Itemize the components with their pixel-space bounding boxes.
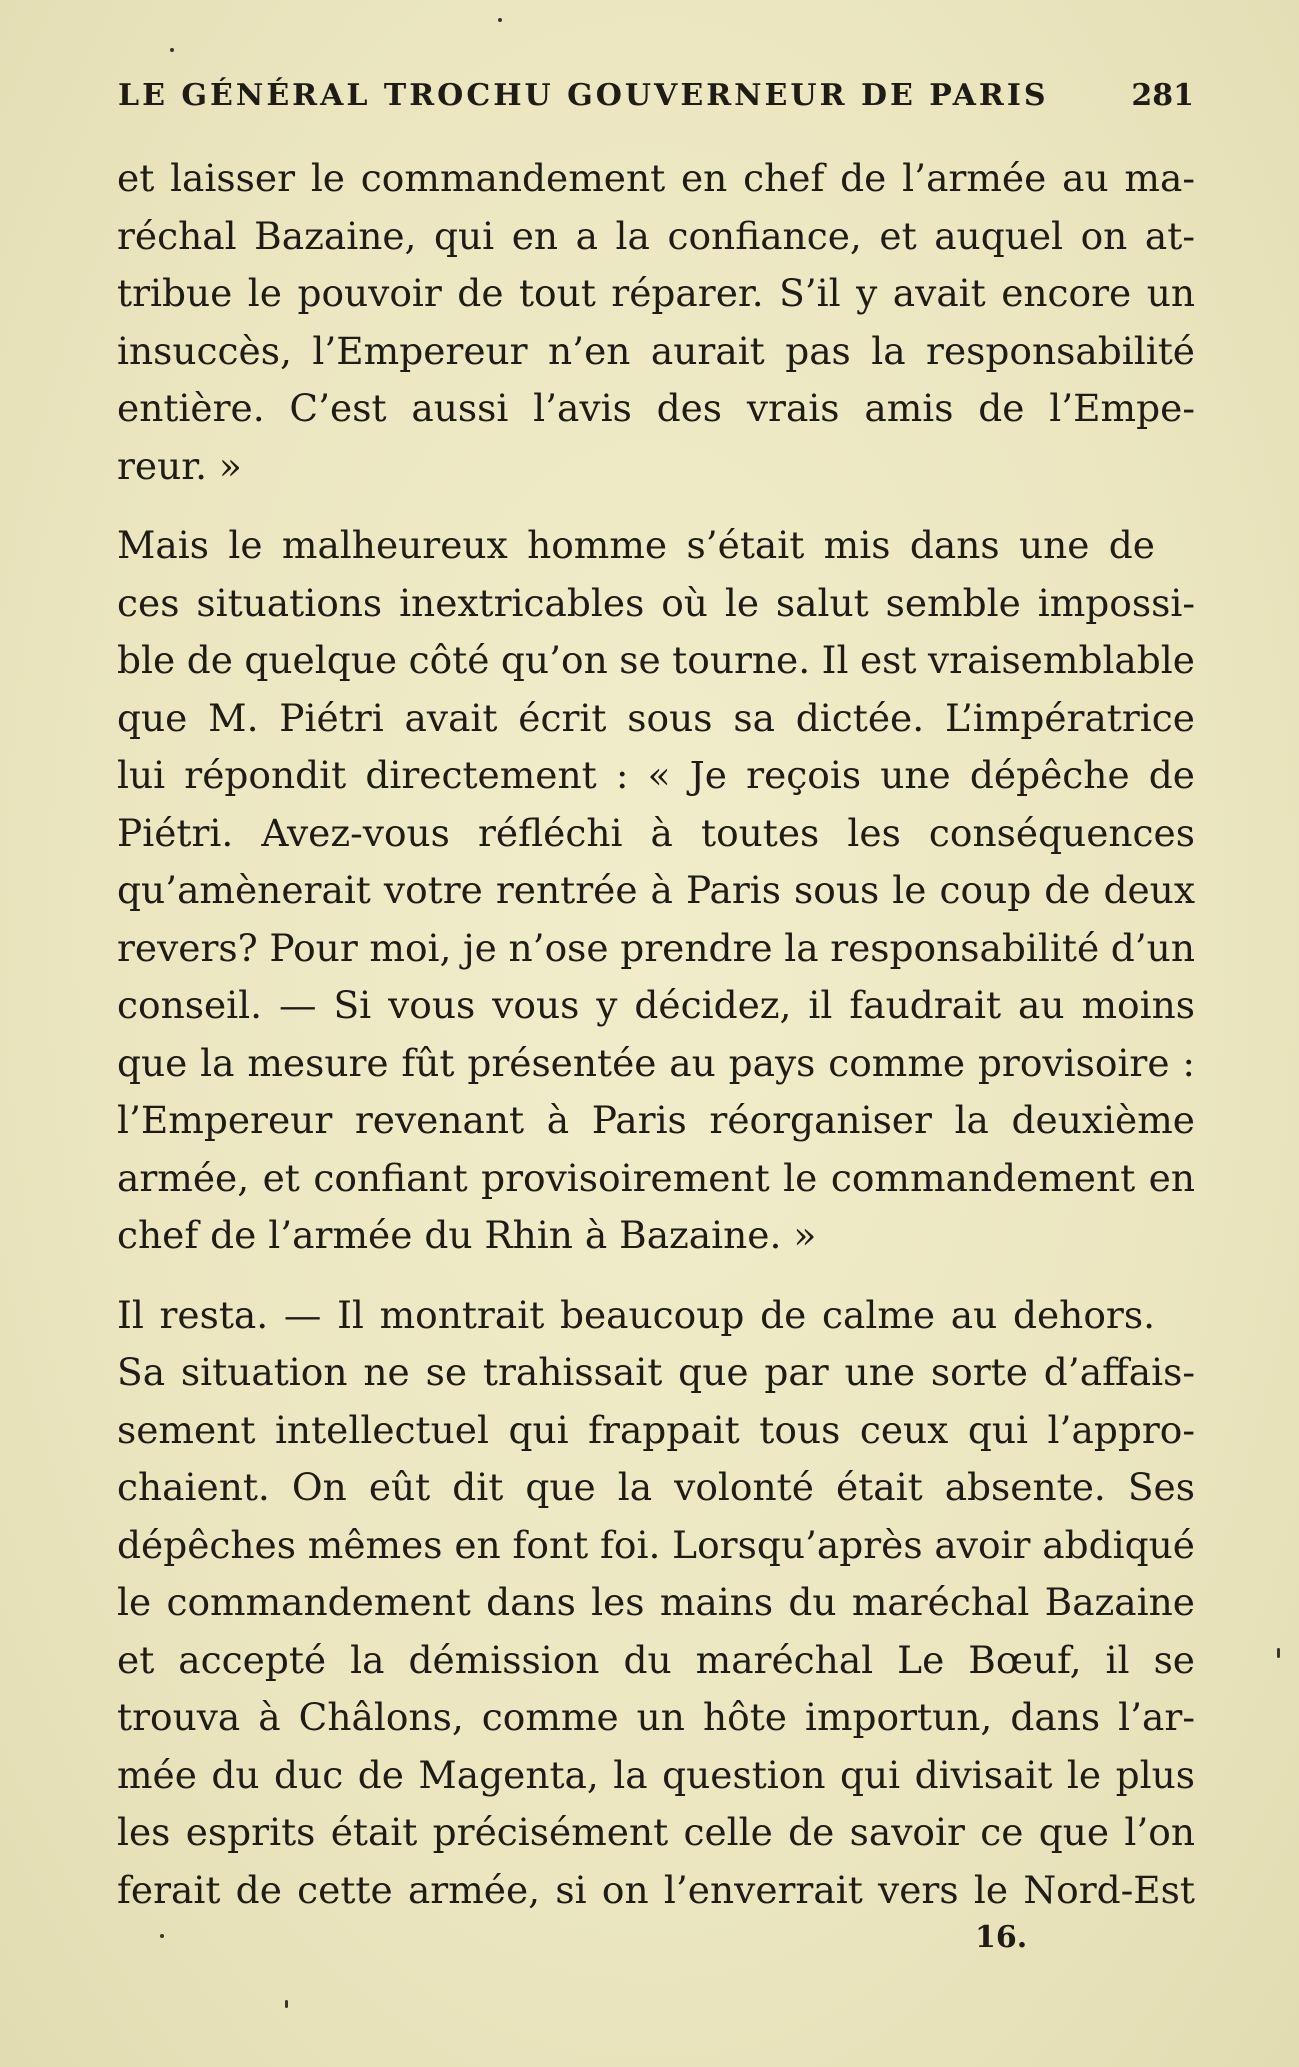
running-header	[118, 78, 1194, 134]
body-text	[117, 150, 1195, 1919]
text-line: sement intellectuel qui frappait tous ceux qui l’appro-	[117, 1407, 1195, 1452]
text-line: mée du duc de Magenta, la question qui divisait le plus	[117, 1752, 1195, 1797]
paragraph-1	[117, 150, 1195, 495]
signature-mark: 16.	[975, 1920, 1028, 1955]
text-line: Mais le malheureux homme s’était mis dans une de	[117, 523, 1155, 567]
print-speck	[285, 2000, 288, 2008]
paragraph-3	[117, 1287, 1195, 1920]
print-speck	[170, 48, 174, 52]
text-line: les esprits était précisément celle de savoir ce que l’on	[117, 1810, 1195, 1854]
text-line: ces situations inextricables où le salut semble impossi-	[117, 580, 1195, 625]
print-speck	[498, 18, 502, 22]
text-line: trouva à Châlons, comme un hôte importun, dans l’ar-	[117, 1695, 1195, 1739]
paragraph-2	[117, 517, 1195, 1265]
text-line: que M. Piétri avait écrit sous sa dictée. L’impératrice	[117, 695, 1195, 740]
text-line: insuccès, l’Empereur n’en aurait pas la responsabilité	[117, 328, 1195, 373]
text-line: et laisser le commandement en chef de l’armée au ma-	[117, 156, 1195, 200]
text-line: chef de l’armée du Rhin à Bazaine. »	[117, 1213, 817, 1257]
text-line: conseil. — Si vous vous y décidez, il faudrait au moins	[117, 983, 1195, 1027]
text-line: l’Empereur revenant à Paris réorganiser la deuxième	[117, 1098, 1195, 1142]
running-title: LE GÉNÉRAL TROCHU GOUVERNEUR DE PARIS	[118, 78, 1049, 113]
text-line: lui répondit directement : « Je reçois une dépêche de	[117, 753, 1195, 797]
text-line: armée, et confiant provisoirement le commandement en	[117, 1155, 1195, 1200]
text-line: le commandement dans les mains du maréchal Bazaine	[117, 1580, 1195, 1624]
text-line: réchal Bazaine, qui en a la confiance, et auquel on at-	[117, 213, 1195, 258]
text-line: Piétri. Avez-vous réfléchi à toutes les conséquences	[117, 810, 1195, 855]
text-line: dépêches mêmes en font foi. Lorsqu’après avoir abdiqué	[117, 1522, 1195, 1567]
text-line: Sa situation ne se trahissait que par une sorte d’affais-	[117, 1350, 1195, 1394]
text-line: qu’amènerait votre rentrée à Paris sous le coup de deux	[117, 868, 1195, 912]
text-line: et accepté la démission du maréchal Le Bœuf, il se	[117, 1637, 1195, 1682]
text-line: entière. C’est aussi l’avis des vrais amis de l’Empe-	[117, 386, 1195, 430]
text-line: ble de quelque côté qu’on se tourne. Il est vraisemblable	[117, 638, 1195, 682]
page-number: 281	[1131, 78, 1194, 113]
text-line: que la mesure fût présentée au pays comme provisoire :	[117, 1040, 1195, 1085]
text-line: tribue le pouvoir de tout réparer. S’il y avait encore un	[117, 271, 1195, 315]
text-line: Il resta. — Il montrait beaucoup de calme au dehors.	[117, 1292, 1155, 1337]
text-line: revers? Pour moi, je n’ose prendre la responsabilité d’un	[117, 925, 1195, 970]
text-line: chaient. On eût dit que la volonté était absente. Ses	[117, 1465, 1195, 1509]
print-speck	[160, 1934, 164, 1938]
text-line: ferait de cette armée, si on l’enverrait vers le Nord-Est	[117, 1867, 1195, 1912]
print-speck	[1277, 1648, 1280, 1658]
text-line: reur. »	[117, 443, 242, 488]
